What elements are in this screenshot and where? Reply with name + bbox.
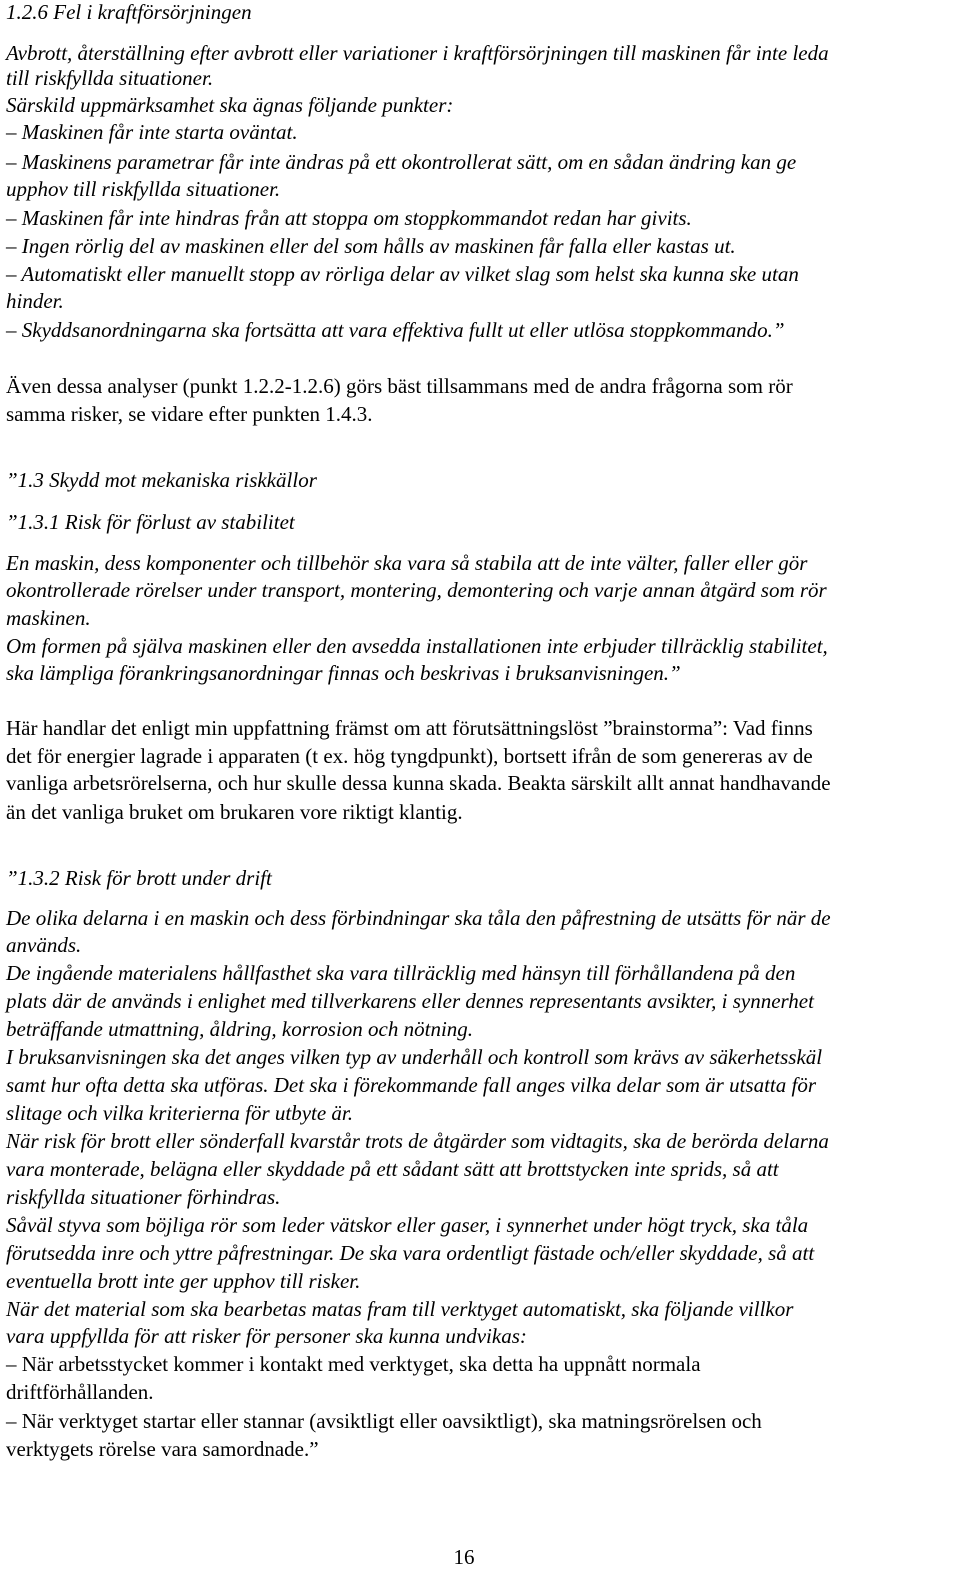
comment-line: det för energier lagrade i apparaten (t ex. hög tyngdpunkt), bortsett ifrån de som genereras av de [6,744,813,768]
quote-line: – Maskinen får inte starta oväntat. [6,120,298,144]
quote-line: – När arbetsstycket kommer i kontakt med verktyget, ska detta ha uppnått normala [6,1352,701,1376]
quote-line: vara uppfyllda för att risker för personer ska kunna undvikas: [6,1324,527,1348]
quote-line: De ingående materialens hållfasthet ska vara tillräcklig med hänsyn till förhållandena på den [6,961,796,985]
quote-line: När risk för brott eller sönderfall kvarstår trots de åtgärder som vidtagits, ska de berörda delarna [6,1129,829,1153]
quote-line: vara monterade, belägna eller skyddade på ett sådant sätt att brottstycken inte sprids, så att [6,1157,779,1181]
quote-line: De olika delarna i en maskin och dess förbindningar ska tåla den påfrestning de utsätts för när de [6,906,831,930]
comment-line: vanliga arbetsrörelserna, och hur skulle dessa kunna skada. Beakta särskilt allt annat handhavande [6,771,831,795]
comment-line: än det vanliga bruket om brukaren vore riktigt klantig. [6,800,463,824]
quote-line: slitage och vilka kriterierna för utbyte är. [6,1101,354,1125]
quote-line: – Automatiskt eller manuellt stopp av rörliga delar av vilket slag som helst ska kunna ske utan [6,262,799,286]
quote-line: Avbrott, återställning efter avbrott eller variationer i kraftförsörjningen till maskinen får inte leda [6,41,829,65]
quote-line: En maskin, dess komponenter och tillbehör ska vara så stabila att de inte välter, faller eller gör [6,551,808,575]
quote-line: – När verktyget startar eller stannar (avsiktligt eller oavsiktligt), ska matningsrörelsen och [6,1409,762,1433]
page-number: 16 [453,1545,475,1569]
quote-line: okontrollerade rörelser under transport, montering, demontering och varje annan åtgärd som rör [6,578,827,602]
quote-line: ska lämpliga förankringsanordningar finnas och beskrivas i bruksanvisningen.” [6,661,681,685]
quote-line: maskinen. [6,606,91,630]
comment-line: samma risker, se vidare efter punkten 1.4.3. [6,402,373,426]
quote-line: – Ingen rörlig del av maskinen eller del som hålls av maskinen får falla eller kastas ut. [6,234,736,258]
quote-line: – Maskinen får inte hindras från att stoppa om stoppkommandot redan har givits. [6,206,692,230]
section-heading-1-3-1: ”1.3.1 Risk för förlust av stabilitet [6,510,295,534]
quote-line: När det material som ska bearbetas matas fram till verktyget automatiskt, ska följande villkor [6,1297,794,1321]
quote-line: Om formen på själva maskinen eller den avsedda installationen inte erbjuder tillräcklig stabilitet, [6,634,828,658]
comment-line: Även dessa analyser (punkt 1.2.2-1.2.6) görs bäst tillsammans med de andra frågorna som rör [6,374,793,398]
quote-line: till riskfyllda situationer. [6,66,214,90]
section-heading-1-3-2: ”1.3.2 Risk för brott under drift [6,866,272,890]
quote-line: riskfyllda situationer förhindras. [6,1185,281,1209]
quote-line: förutsedda inre och yttre påfrestningar. De ska vara ordentligt fästade och/eller skyddade, så att [6,1241,815,1265]
quote-line: – Maskinens parametrar får inte ändras på ett okontrollerat sätt, om en sådan ändring kan ge [6,150,797,174]
quote-line: plats där de används i enlighet med tillverkarens eller dennes representants avsikter, i synnerhet [6,989,814,1013]
quote-line: I bruksanvisningen ska det anges vilken typ av underhåll och kontroll som krävs av säkerhetsskäl [6,1045,823,1069]
quote-line: driftförhållanden. [6,1380,154,1404]
document-page [6,0,956,1570]
section-heading-1-3: ”1.3 Skydd mot mekaniska riskkällor [6,468,317,492]
quote-line: hinder. [6,289,64,313]
section-heading-1-2-6: 1.2.6 Fel i kraftförsörjningen [6,0,252,24]
comment-line: Här handlar det enligt min uppfattning främst om att förutsättningslöst ”brainstorma”: Vad finns [6,716,813,740]
quote-line: upphov till riskfyllda situationer. [6,177,281,201]
quote-line: eventuella brott inte ger upphov till risker. [6,1269,361,1293]
quote-line: Särskild uppmärksamhet ska ägnas följande punkter: [6,93,454,117]
quote-line: Såväl styva som böjliga rör som leder vätskor eller gaser, i synnerhet under högt tryck, ska tåla [6,1213,809,1237]
quote-line: verktygets rörelse vara samordnade.” [6,1437,319,1461]
quote-line: används. [6,933,82,957]
quote-line: – Skyddsanordningarna ska fortsätta att vara effektiva fullt ut eller utlösa stoppkommando.” [6,318,785,342]
quote-line: samt hur ofta detta ska utföras. Det ska i förekommande fall anges vilka delar som är utsatta för [6,1073,817,1097]
quote-line: beträffande utmattning, åldring, korrosion och nötning. [6,1017,474,1041]
